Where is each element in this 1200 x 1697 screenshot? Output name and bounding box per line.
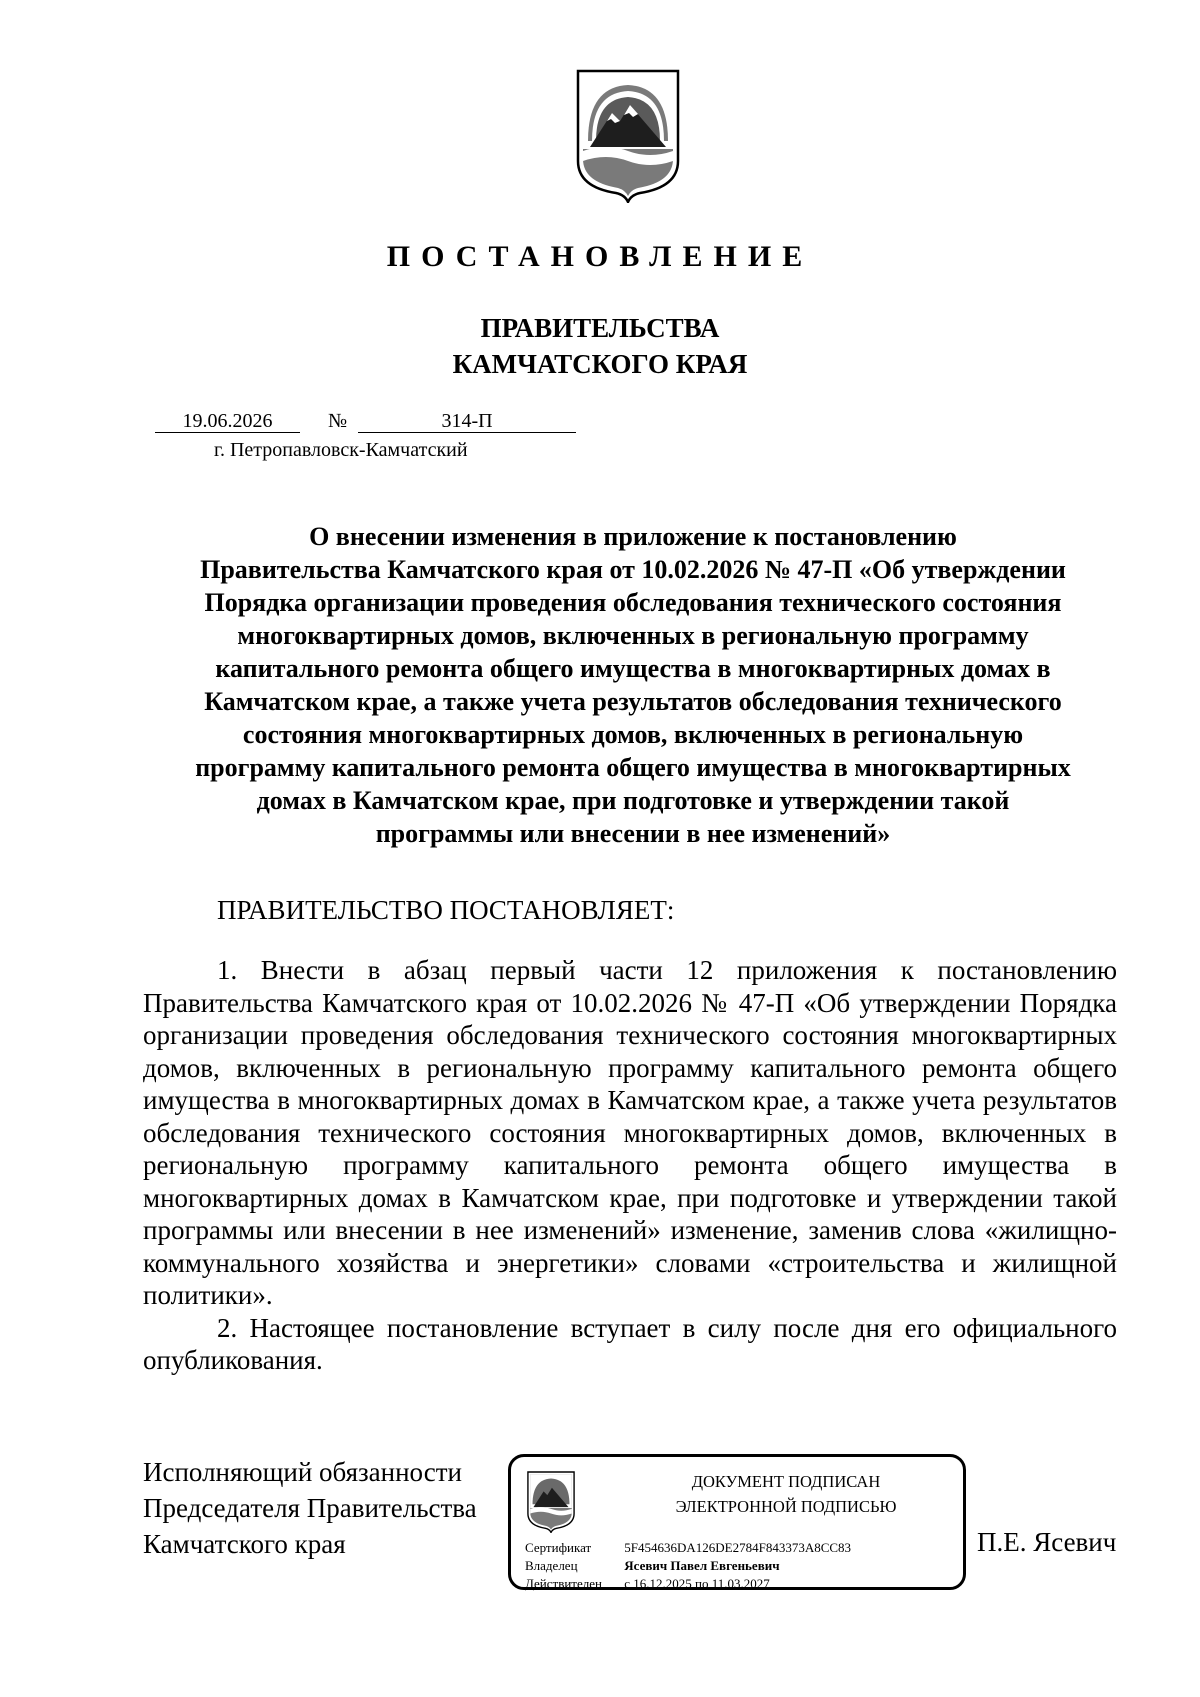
body-paragraph-2: 2. Настоящее постановление вступает в силу после дня его официального опубликования. bbox=[143, 1312, 1117, 1375]
position-line-3: Камчатского края bbox=[143, 1529, 346, 1559]
position-line-2: Председателя Правительства bbox=[143, 1493, 477, 1523]
number-sign: № bbox=[328, 410, 348, 432]
validity-value: с 16.12.2025 по 11.03.2027 bbox=[624, 1576, 770, 1591]
stamp-title bbox=[611, 1469, 961, 1519]
subject-line: программу капитального ремонта общего имущества в многоквартирных bbox=[195, 753, 1071, 782]
body-paragraph-1: 1. Внести в абзац первый части 12 приложения к постановлению Правительства Камчатского края от 10.02.2026 № 47-П «Об утверждении Порядка организации проведения обследования технического состояния многоквартирных домов, включенных в региональную программу капитального ремонта общего имущества в многоквартирных домах в Камчатском крае, а также учета результатов обследования технического состояния многоквартирных домов, включенных в региональную программу капитального ремонта общего имущества в многоквартирных домах в Камчатском крае, при подготовке и утверждении такой программы или внесении в нее изменений» изменение, заменив слова «жилищно-коммунального хозяйства и энергетики» словами «строительства и жилищной политики». bbox=[143, 955, 1117, 1310]
city-name: г. Петропавловск-Камчатский bbox=[214, 439, 468, 461]
stamp-owner-row bbox=[525, 1558, 780, 1574]
subject-line: многоквартирных домов, включенных в региональную программу bbox=[237, 621, 1029, 650]
coat-of-arms-emblem bbox=[576, 69, 680, 203]
subject-line: домах в Камчатском крае, при подготовке и утверждении такой bbox=[256, 786, 1010, 815]
certificate-label: Сертификат bbox=[525, 1540, 592, 1555]
document-body bbox=[143, 954, 1117, 1377]
stamp-title-line-1: ДОКУМЕНТ ПОДПИСАН bbox=[691, 1472, 881, 1491]
authority-line-1: ПРАВИТЕЛЬСТВА bbox=[480, 313, 720, 343]
stamp-title-line-2: ЭЛЕКТРОННОЙ ПОДПИСЬЮ bbox=[675, 1497, 897, 1516]
stamp-certificate-row bbox=[525, 1540, 851, 1556]
electronic-signature-stamp bbox=[508, 1454, 966, 1590]
position-line-1: Исполняющий обязанности bbox=[143, 1457, 462, 1487]
stamp-emblem-icon bbox=[527, 1471, 575, 1533]
validity-label: Действителен bbox=[525, 1576, 602, 1591]
owner-value: Ясевич Павел Евгеньевич bbox=[624, 1558, 780, 1573]
subject-line: состояния многоквартирных домов, включенных в региональную bbox=[242, 720, 1024, 749]
signatory-name: П.Е. Ясевич bbox=[977, 1527, 1117, 1557]
authority-line-2: КАМЧАТСКОГО КРАЯ bbox=[452, 349, 748, 379]
document-subject bbox=[143, 520, 1123, 850]
signatory-position bbox=[143, 1454, 477, 1562]
document-date: 19.06.2026 bbox=[155, 410, 300, 433]
certificate-value: 5F454636DA126DE2784F843373A8CC83 bbox=[624, 1540, 852, 1555]
document-number: 314-П bbox=[358, 410, 576, 433]
subject-line: Правительства Камчатского края от 10.02.2026 № 47-П «Об утверждении bbox=[200, 555, 1066, 584]
subject-line: Камчатском крае, а также учета результатов обследования технического bbox=[204, 687, 1062, 716]
owner-label: Владелец bbox=[525, 1558, 578, 1573]
resolution-heading: ПРАВИТЕЛЬСТВО ПОСТАНОВЛЯЕТ: bbox=[217, 895, 675, 925]
subject-line: программы или внесении в нее изменений» bbox=[375, 819, 891, 848]
subject-line: О внесении изменения в приложение к постановлению bbox=[309, 522, 957, 551]
stamp-validity-row bbox=[525, 1576, 770, 1592]
issuing-authority bbox=[0, 310, 1200, 382]
subject-line: Порядка организации проведения обследования технического состояния bbox=[204, 588, 1062, 617]
subject-line: капитального ремонта общего имущества в многоквартирных домах в bbox=[215, 654, 1051, 683]
document-type-title: ПОСТАНОВЛЕНИЕ bbox=[386, 240, 814, 273]
